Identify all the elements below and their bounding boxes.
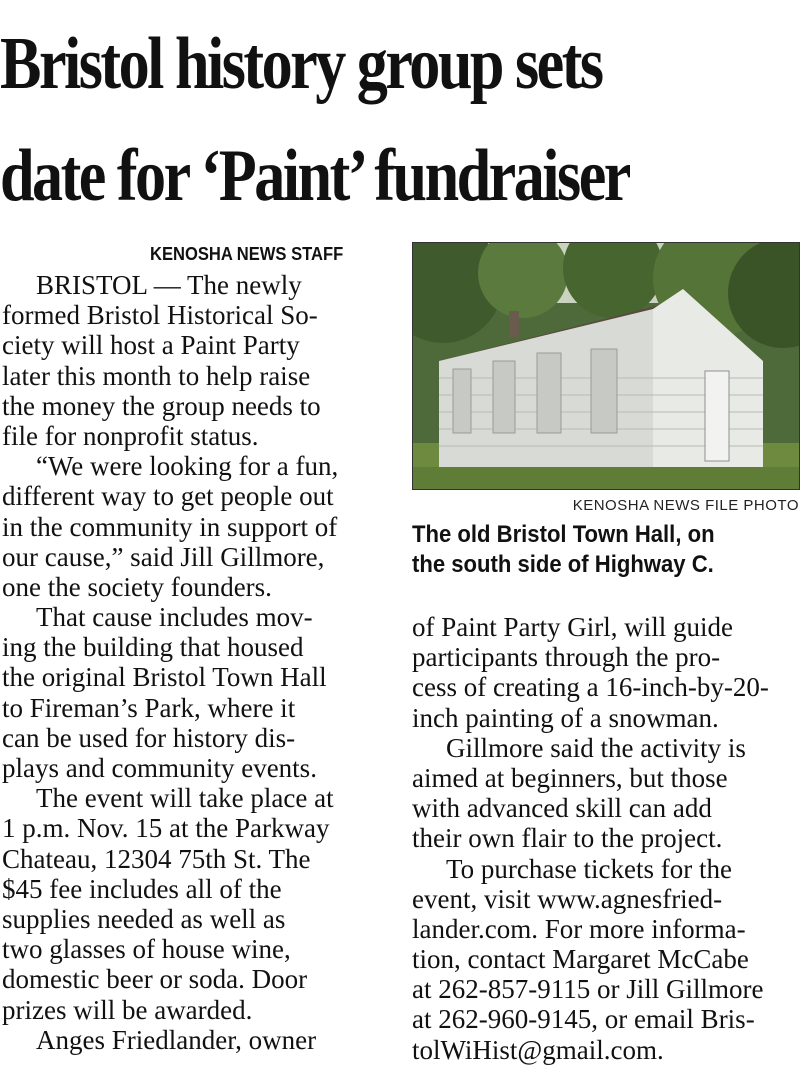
text-line: inch painting of a snowman. [412,702,719,733]
text-line: plays and community events. [2,753,317,783]
text-line: tion, contact Margaret McCabe [412,944,749,975]
text-line: “We were looking for a fun, [36,451,339,482]
text-line: participants through the pro- [412,642,721,673]
town-hall-photo [412,242,800,490]
headline-line-2: date for ‘Paint’ fundraiser [0,135,629,217]
text-line: with advanced skill can add [412,793,712,824]
text-line: two glasses of house wine, [2,934,291,965]
article-column-right [412,612,804,1065]
caption-line-1: The old Bristol Town Hall, on [412,521,715,548]
text-line: the original Bristol Town Hall [2,662,327,693]
text-line: ing the building that housed [2,632,304,663]
text-line: later this month to help raise [2,360,311,391]
text-line: formed Bristol Historical So- [2,300,318,331]
photo-credit: KENOSHA NEWS FILE PHOTO [572,497,799,514]
text-line: one the society founders. [2,571,272,602]
text-line: file for nonprofit status. [2,420,259,451]
text-line: Chateau, 12304 75th St. The [2,843,311,874]
text-line: That cause includes mov- [36,602,313,633]
text-line: different way to get people out [2,481,334,512]
text-line: ciety will host a Paint Party [2,330,300,361]
text-line: lander.com. For more informa- [412,913,746,944]
text-line: at 262-857-9115 or Jill Gillmore [412,974,764,1005]
text-line: Gillmore said the activity is [446,732,746,763]
text-line: to Fireman’s Park, where it [2,692,296,723]
text-line: The event will take place at [36,783,334,814]
text-line: cess of creating a 16-inch-by-20- [412,672,769,703]
text-line: tolWiHist@gmail.com. [412,1034,664,1065]
text-line: aimed at beginners, but those [412,762,728,793]
headline-line-1: Bristol history group sets [0,23,602,105]
text-line: 1 p.m. Nov. 15 at the Parkway [2,813,330,844]
text-line: of Paint Party Girl, will guide [412,612,733,642]
text-line: their own flair to the project. [412,823,723,854]
text-line: event, visit www.agnesfried- [412,883,723,914]
text-line: Anges Friedlander, owner [36,1024,317,1055]
text-line: To purchase tickets for the [446,853,733,884]
text-line: our cause,” said Jill Gillmore, [2,541,325,572]
byline: KENOSHA NEWS STAFF [150,244,344,264]
text-line: BRISTOL — The newly [36,270,302,300]
text-line: prizes will be awarded. [2,994,253,1025]
text-line: supplies needed as well as [2,903,286,934]
text-line: in the community in support of [2,511,338,542]
text-line: can be used for history dis- [2,722,296,753]
text-line: at 262-960-9145, or email Bris- [412,1004,755,1035]
text-line: domestic beer or soda. Door [2,964,308,995]
headline [0,8,680,232]
text-line: the money the group needs to [2,390,321,421]
article-column-left [2,270,392,1055]
caption-line-2: the south side of Highway C. [412,551,714,578]
text-line: $45 fee includes all of the [2,873,282,904]
photo-caption [412,520,775,580]
